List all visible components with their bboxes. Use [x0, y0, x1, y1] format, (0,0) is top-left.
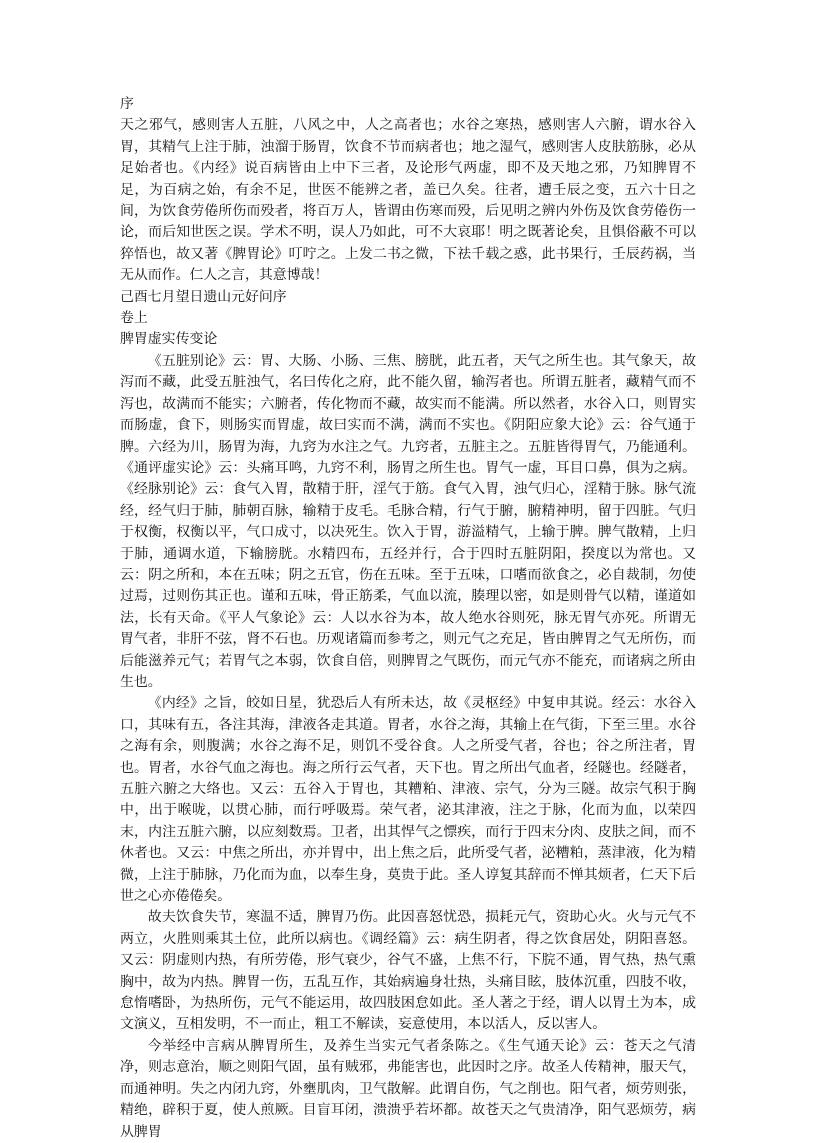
chapter-title: 脾胃虚实传变论 — [120, 331, 218, 348]
volume-title: 卷上 — [120, 310, 148, 327]
preface-signature: 己酉七月望日遗山元好问序 — [120, 288, 287, 305]
preface-heading: 序 — [120, 96, 134, 112]
body-paragraph-2: 《内经》之旨，皎如日星，犹恐后人有所未达，故《灵枢经》中复申其说。经云：水谷入口，其味有五，各注其海，津液各走其道。胃者，水谷之海，其输上在气街，下至三里。水谷之海有余，则腹满；水谷之海不足，则饥不受谷食。人之所受气者，谷也；谷之所注者，胃也。胃者，水谷气血之海也。海之所行云气者，天下也。胃之所出气血者，经隧也。经隧者，五脏六腑之大络也。又云：五谷入于胃也，其糟粕、津液、宗气，分为三隧。故宗气积于胸中，出于喉咙，以贯心肺，而行呼吸焉。荣气者，泌其津液，注之于脉，化而为血，以荣四末，内注五脏六腑，以应刻数焉。卫者，出其悍气之慓疾，而行于四末分肉、皮肤之间，而不休者也。又云：中焦之所出，亦并胃中，出上焦之后，此所受气者，泌糟粕，蒸津液，化为精微，上注于肺脉，乃化而为血，以奉生身，莫贵于此。圣人谆复其辞而不惮其烦者，仁天下后世之心亦倦倦矣。 — [120, 695, 696, 905]
document-page — [120, 94, 696, 1143]
preface-paragraph: 天之邪气，感则害人五脏，八风之中，人之高者也；水谷之寒热，感则害人六腑，谓水谷入胃，其精气上注于肺，浊溜于肠胃，饮食不节而病者也；地之湿气，感则害人皮肤筋脉，必从足始者也。《内经》说百病皆由上中下三者，及论形气两虚，即不及天地之邪，乃知脾胃不足，为百病之始，有余不足，世医不能辨之者，盖已久矣。往者，遭壬辰之变，五六十日之间，为饮食劳倦所伤而殁者，将百万人，皆谓由伤寒而殁，后见明之辨内外伤及饮食劳倦伤一论，而后知世医之误。学术不明，误人乃如此，可不大哀耶！明之既著论矣，且惧俗蔽不可以猝悟也，故又著《脾胃论》叮咛之。上发二书之微，下祛千载之惑，此书果行，壬辰药祸，当无从而作。仁人之言，其意博哉！ — [120, 117, 696, 284]
body-paragraph-1: 《五脏别论》云：胃、大肠、小肠、三焦、膀胱，此五者，天气之所生也。其气象天，故泻而不藏，此受五脏浊气，名曰传化之府，此不能久留，输泻者也。所谓五脏者，藏精气而不泻也，故满而不能实；六腑者，传化物而不藏，故实而不能满。所以然者，水谷入口，则胃实而肠虚，食下，则肠实而胃虚，故曰实而不满，满而不实也。《阴阳应象大论》云：谷气通于脾。六经为川，肠胃为海，九窍为水注之气。九窍者，五脏主之。五脏皆得胃气，乃能通利。《通评虚实论》云：头痛耳鸣，九窍不利，肠胃之所生也。胃气一虚，耳目口鼻，俱为之病。《经脉别论》云：食气入胃，散精于肝，淫气于筋。食气入胃，浊气归心，淫精于脉。脉气流经，经气归于肺，肺朝百脉，输精于皮毛。毛脉合精，行气于腑，腑精神明，留于四脏。气归于权衡，权衡以平，气口成寸，以决死生。饮入于胃，游溢精气，上输于脾。脾气散精，上归于肺，通调水道，下输膀胱。水精四布，五经并行，合于四时五脏阴阳，揆度以为常也。又云：阴之所和，本在五味；阴之五官，伤在五味。至于五味，口嗜而欲食之，必自裁制，勿使过焉，过则伤其正也。谨和五味，骨正筋柔，气血以流，腠理以密，如是则骨气以精，谨道如法，长有天命。《平人气象论》云：人以水谷为本，故人绝水谷则死，脉无胃气亦死。所谓无胃气者，非肝不弦，肾不石也。历观诸篇而参考之，则元气之充足，皆由脾胃之气无所伤，而后能滋养元气；若胃气之本弱，饮食自倍，则脾胃之气既伤，而元气亦不能充，而诸病之所由生也。 — [120, 352, 696, 690]
body-paragraph-4: 今举经中言病从脾胃所生，及养生当实元气者条陈之。《生气通天论》云：苍天之气清净，则志意治，顺之则阳气固，虽有贼邪，弗能害也，此因时之序。故圣人传精神，服天气，而通神明。失之内闭九窍，外壅肌肉，卫气散解。此谓自伤，气之削也。阳气者，烦劳则张，精绝，辟积于夏，使人煎厥。目盲耳闭，溃溃乎若坏都。故苍天之气贵清净，阳气恶烦劳，病从脾胃 — [120, 1037, 696, 1140]
body-paragraph-3: 故夫饮食失节，寒温不适，脾胃乃伤。此因喜怒忧恐，损耗元气，资助心火。火与元气不两立，火胜则乘其土位，此所以病也。《调经篇》云：病生阴者，得之饮食居处，阴阳喜怒。又云：阴虚则内热，有所劳倦，形气衰少，谷气不盛，上焦不行，下脘不通，胃气热，热气熏胸中，故为内热。脾胃一伤，五乱互作，其始病遍身壮热，头痛目眩，肢体沉重，四肢不收，怠惰嗜卧，为热所伤，元气不能运用，故四肢困怠如此。圣人著之于经，谓人以胃土为本，成文演义，互相发明，不一而止，粗工不解读，妄意使用，本以活人，反以害人。 — [120, 909, 696, 1033]
